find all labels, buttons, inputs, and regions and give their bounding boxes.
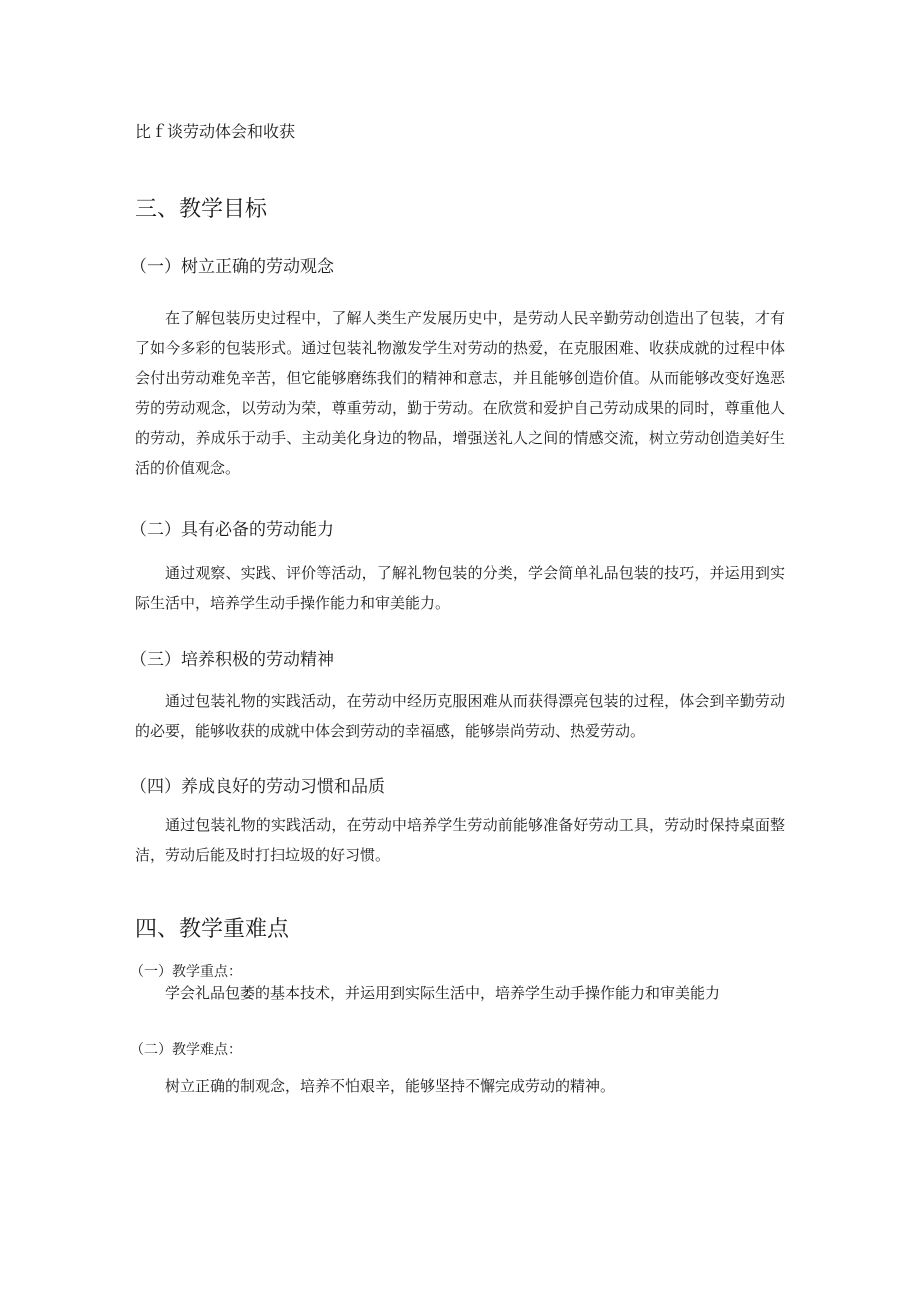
goal-2-heading: （二）具有必备的劳动能力 bbox=[130, 520, 334, 540]
key-point-text: 学会礼品包萎的基本技术，并运用到实际生活中，培养学生动手操作能力和审美能力 bbox=[165, 984, 721, 1002]
key-point-label: （一）教学重点： bbox=[130, 964, 242, 980]
goal-3-text: 通过包装礼物的实践活动，在劳动中经历克服困难从而获得漂亮包装的过程，体会到辛勤劳动的必要，能够收获的成就中体会到劳动的幸福感，能够崇尚劳动、热爱劳动。 bbox=[135, 692, 785, 740]
section-3-title: 三、教学目标 bbox=[135, 197, 268, 222]
goal-1-text: 在了解包装历史过程中，了解人类生产发展历史中，是劳动人民辛勤劳动创造出了包装，才有了如今多彩的包装形式。通过包装礼物激发学生对劳动的热爱，在克服困难、收获成就的过程中体会付出劳动难免辛苦，但它能够磨练我们的精神和意志，并且能够创造价值。从而能够改变好逸恶劳的劳动观念，以劳动为荣，尊重劳动，勤于劳动。在欣赏和爱护自己劳动成果的同时，尊重他人的劳动，养成乐于动手、主动美化身边的物品，增强送礼人之间的情感交流，树立劳动创造美好生活的价值观念。 bbox=[135, 309, 785, 477]
section-4-title: 四、教学重难点 bbox=[135, 917, 290, 942]
difficult-point-text: 树立正确的制观念，培养不怕艰辛，能够坚持不懈完成劳动的精神。 bbox=[165, 1077, 616, 1095]
intro-line: 比ｆ谈劳动体会和收获 bbox=[135, 122, 296, 141]
goal-3-heading: （三）培养积极的劳动精神 bbox=[130, 650, 334, 670]
goal-1-heading: （一）树立正确的劳动观念 bbox=[130, 257, 334, 277]
goal-4-heading: （四）养成良好的劳动习惯和品质 bbox=[130, 777, 385, 797]
goal-4-text: 通过包装礼物的实践活动，在劳动中培养学生劳动前能够准备好劳动工具，劳动时保持桌面整洁，劳动后能及时打扫垃圾的好习惯。 bbox=[135, 816, 785, 864]
goal-2-text: 通过观察、实践、评价等活动，了解礼物包装的分类，学会简单礼品包装的技巧，并运用到实际生活中，培养学生动手操作能力和审美能力。 bbox=[135, 564, 785, 612]
difficult-point-label: （二）教学难点： bbox=[130, 1042, 242, 1058]
